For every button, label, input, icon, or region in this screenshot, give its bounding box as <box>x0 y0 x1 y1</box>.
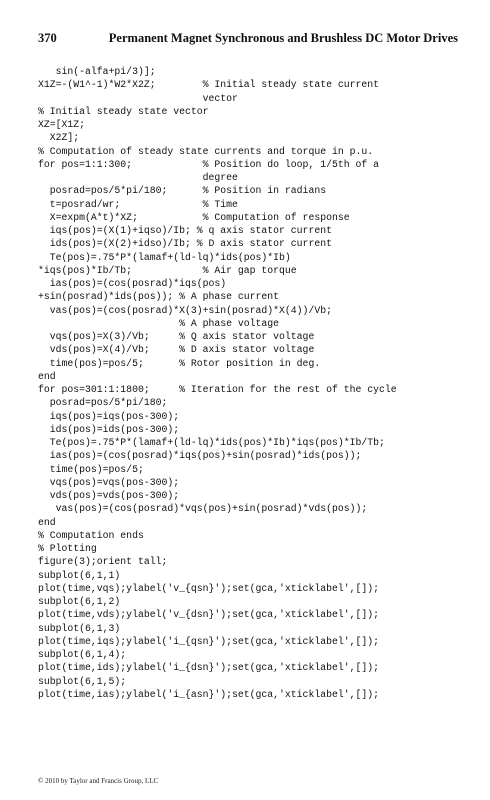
code-line: end <box>38 370 56 382</box>
code-line: time(pos)=pos/5; <box>38 463 144 475</box>
page-number: 370 <box>38 31 57 45</box>
code-line: % Plotting <box>38 543 97 554</box>
code-line: subplot(6,1,1) <box>38 569 121 581</box>
code-line: vqs(pos)=vqs(pos-300); <box>38 476 180 488</box>
code-line: posrad=pos/5*pi/180; % Position in radians <box>38 185 327 197</box>
code-line: plot(time,vqs);ylabel('v_{qsn}');set(gca,'xticklabel',[]); <box>38 582 379 594</box>
code-line: plot(time,ias);ylabel('i_{asn}');set(gca,'xticklabel',[]); <box>38 688 379 700</box>
code-line: subplot(6,1,2) <box>38 596 121 607</box>
code-line: t=posrad/wr; % Time <box>38 198 238 210</box>
code-line: end <box>38 516 56 528</box>
code-line: +sin(posrad)*ids(pos)); % A phase current <box>38 291 280 303</box>
code-line: for pos=1:1:300; % Position do loop, 1/5th of a <box>38 158 379 170</box>
code-line: plot(time,ids);ylabel('i_{dsn}');set(gca,'xticklabel',[]); <box>38 662 379 674</box>
code-line: subplot(6,1,3) <box>38 622 121 634</box>
code-line: % Initial steady state vector <box>38 105 209 117</box>
code-line: X=expm(A*t)*XZ; % Computation of response <box>38 211 350 223</box>
code-line: Te(pos)=.75*P*(lamaf+(ld-lq)*ids(pos)*Ib)*iqs(pos)*Ib/Tb; <box>38 437 385 448</box>
code-line: subplot(6,1,5); <box>38 675 127 687</box>
code-line: X2Z]; <box>38 132 80 144</box>
code-line: sin(-alfa+pi/3)]; <box>38 66 156 77</box>
code-line: vas(pos)=(cos(posrad)*X(3)+sin(posrad)*X(4))/Vb; <box>38 304 332 316</box>
code-line: plot(time,iqs);ylabel('i_{qsn}');set(gca,'xticklabel',[]); <box>38 635 379 647</box>
code-line: ids(pos)=ids(pos-300); <box>38 423 180 435</box>
code-line: posrad=pos/5*pi/180; <box>38 397 168 409</box>
code-line: X1Z=-(W1^-1)*W2*X2Z; % Initial steady state current <box>38 79 379 91</box>
code-line: XZ=[X1Z; <box>38 119 86 130</box>
code-line: for pos=301:1:1800; % Iteration for the rest of the cycle <box>38 384 397 395</box>
code-listing <box>38 65 468 701</box>
page-header <box>38 31 458 47</box>
code-line: Te(pos)=.75*P*(lamaf+(ld-lq)*ids(pos)*Ib) <box>38 251 291 263</box>
copyright-footer: © 2010 by Taylor and Francis Group, LLC <box>38 777 159 785</box>
code-line: ias(pos)=(cos(posrad)*iqs(pos) <box>38 278 227 289</box>
code-line: vds(pos)=vds(pos-300); <box>38 490 180 501</box>
code-line: ias(pos)=(cos(posrad)*iqs(pos)+sin(posrad)*ids(pos)); <box>38 450 362 462</box>
code-line: *iqs(pos)*Ib/Tb; % Air gap torque <box>38 264 297 276</box>
code-line: % A phase voltage <box>38 317 280 329</box>
code-line: % Computation ends <box>38 529 144 541</box>
code-line: ids(pos)=(X(2)+idso)/Ib; % D axis stator current <box>38 238 332 250</box>
code-line: subplot(6,1,4); <box>38 649 127 660</box>
running-title: Permanent Magnet Synchronous and Brushless DC Motor Drives <box>108 31 458 45</box>
code-line: vector <box>38 92 238 104</box>
code-line: vas(pos)=(cos(posrad)*vqs(pos)+sin(posrad)*vds(pos)); <box>38 503 368 515</box>
code-line: figure(3);orient tall; <box>38 556 168 568</box>
code-line: iqs(pos)=iqs(pos-300); <box>38 410 180 422</box>
code-line: % Computation of steady state currents and torque in p.u. <box>38 145 374 157</box>
code-line: vqs(pos)=X(3)/Vb; % Q axis stator voltage <box>38 331 315 342</box>
code-line: iqs(pos)=(X(1)+iqso)/Ib; % q axis stator current <box>38 225 332 236</box>
code-line: vds(pos)=X(4)/Vb; % D axis stator voltage <box>38 344 315 356</box>
code-line: degree <box>38 172 238 183</box>
code-line: plot(time,vds);ylabel('v_{dsn}');set(gca,'xticklabel',[]); <box>38 609 379 621</box>
code-line: time(pos)=pos/5; % Rotor position in deg. <box>38 357 321 369</box>
